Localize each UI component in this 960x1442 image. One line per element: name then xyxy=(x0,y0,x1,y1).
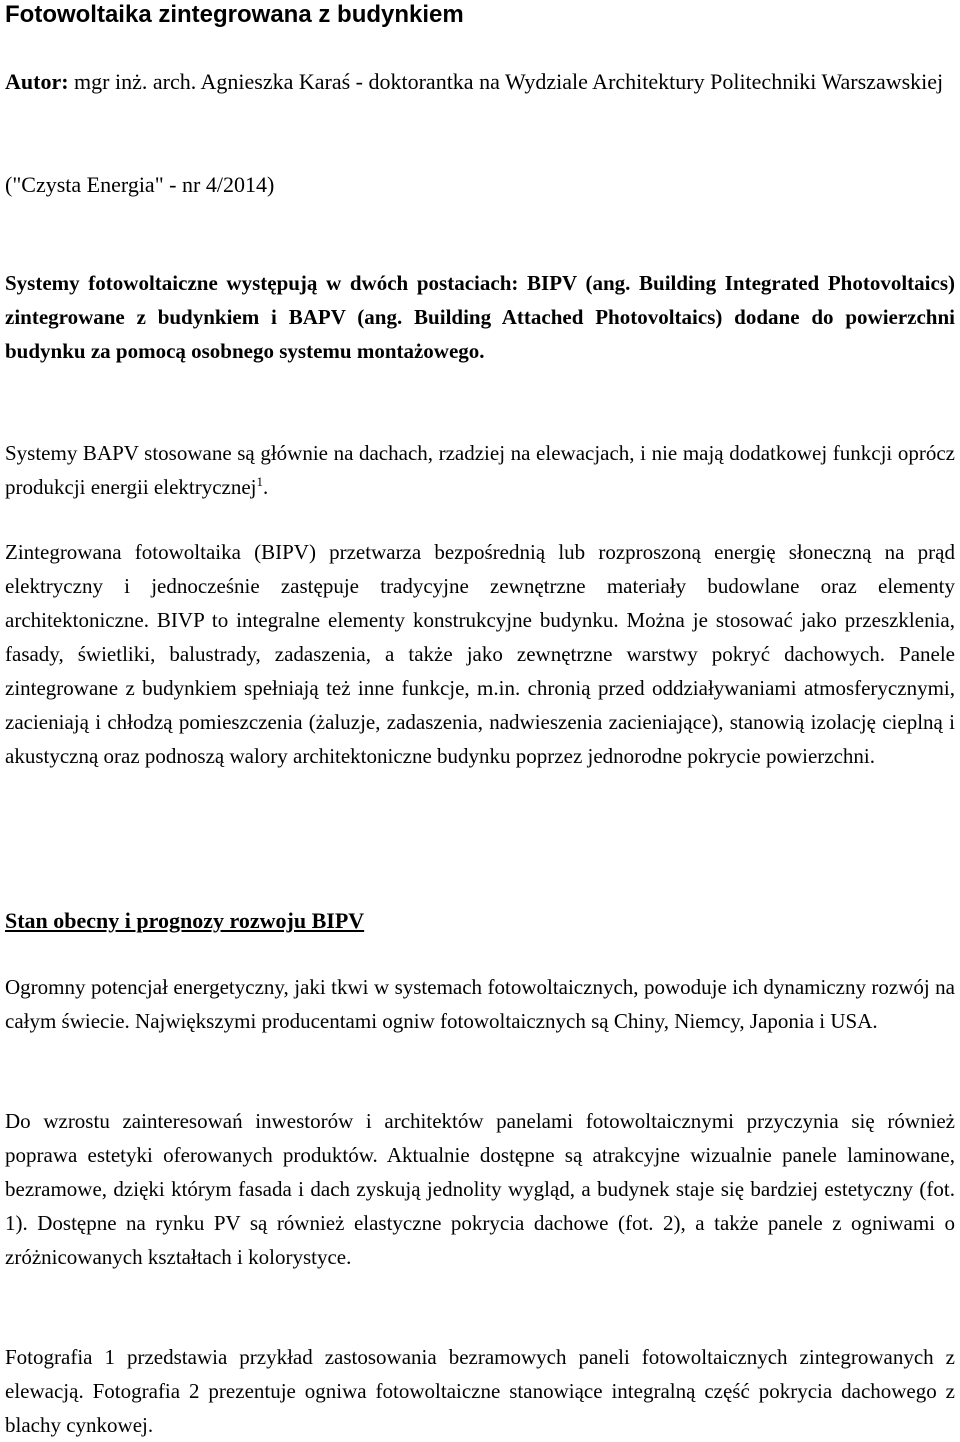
intro-paragraph: Systemy fotowoltaiczne występują w dwóch postaciach: BIPV (ang. Building Integrated Photovoltaics) zintegrowane z budynkiem i BAPV (ang. Building Attached Photovoltaics) dodane do powierzchni budynku za pomocą osobnego systemu montażowego. xyxy=(5,271,955,363)
bapv-end: . xyxy=(263,475,269,499)
document-title: Fotowoltaika zintegrowana z budynkiem xyxy=(5,1,464,28)
potential-paragraph: Ogromny potencjał energetyczny, jaki tkwi w systemach fotowoltaicznych, powoduje ich dynamiczny rozwój na całym świecie. Największymi producentami ogniw fotowoltaicznych są Chiny, Niemcy, Japonia i USA. xyxy=(5,975,955,1033)
section-heading: Stan obecny i prognozy rozwoju BIPV xyxy=(5,908,365,933)
footnote-marker: 1 xyxy=(256,474,264,489)
bapv-text: Systemy BAPV stosowane są głównie na dachach, rzadziej na elewacjach, i nie mają dodatkowej funkcji oprócz produkcji energii elektrycznej xyxy=(5,441,955,499)
author-text: mgr inż. arch. Agnieszka Karaś - doktorantka na Wydziale Architektury Politechniki Warszawskiej xyxy=(74,69,944,94)
author-line xyxy=(5,65,955,99)
bapv-paragraph xyxy=(5,436,955,504)
photo-paragraph: Fotografia 1 przedstawia przykład zastosowania bezramowych paneli fotowoltaicznych zintegrowanych z elewacją. Fotografia 2 prezentuje ogniwa fotowoltaiczne stanowiące integralną część pokrycia dachowego z blachy cynkowej. xyxy=(5,1345,955,1437)
author-label: Autor: xyxy=(5,69,69,94)
bipv-paragraph: Zintegrowana fotowoltaika (BIPV) przetwarza bezpośrednią lub rozproszoną energię słoneczną na prąd elektryczny i jednocześnie zastępuje tradycyjne zewnętrzne materiały budowlane oraz elementy architektoniczne. BIVP to integralne elementy konstrukcyjne budynku. Można je stosować jako przeszklenia, fasady, świetliki, balustrady, zadaszenia, a także jako zewnętrzne warstwy pokryć dachowych. Panele zintegrowane z budynkiem spełniają też inne funkcje, m.in. chronią przed oddziaływaniami atmosferycznymi, zacieniają i chłodzą pomieszczenia (żaluzje, zadaszenia, nadwieszenia zacieniające), stanowią izolację cieplną i akustyczną oraz podnoszą walory architektoniczne budynku poprzez jednorodne pokrycie powierzchni. xyxy=(5,540,955,768)
interest-paragraph: Do wzrostu zainteresowań inwestorów i architektów panelami fotowoltaicznymi przyczynia się również poprawa estetyki oferowanych produktów. Aktualnie dostępne są atrakcyjne wizualnie panele laminowane, bezramowe, dzięki którym fasada i dach zyskują jednolity wygląd, a budynek staje się bardziej estetyczny (fot. 1). Dostępne na rynku PV są również elastyczne pokrycia dachowe (fot. 2), a także panele z ogniwami o zróżnicowanych kształtach i kolorystyce. xyxy=(5,1109,955,1269)
source-line: ("Czysta Energia" - nr 4/2014) xyxy=(5,172,275,197)
